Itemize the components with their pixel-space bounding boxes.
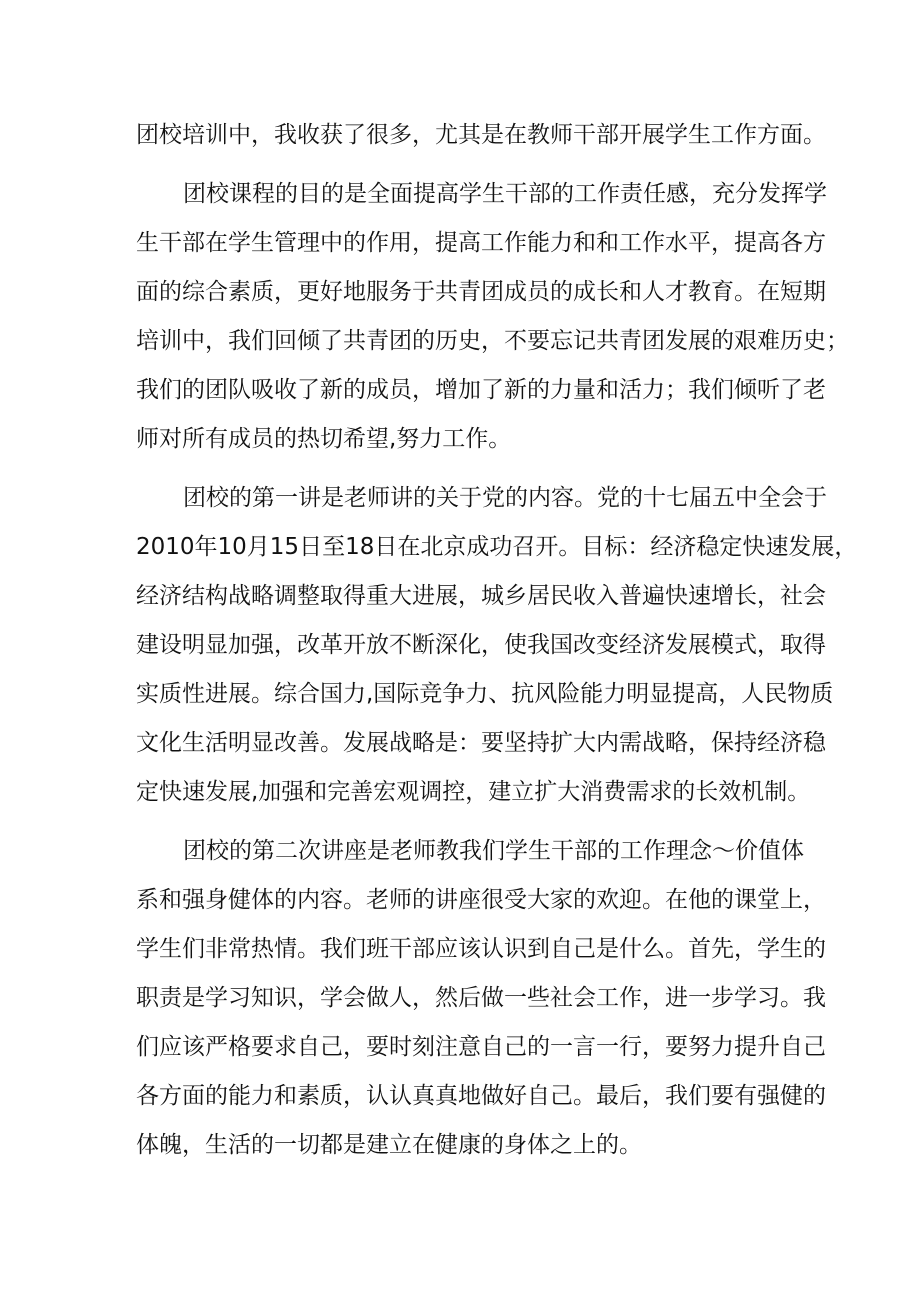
text-line: 系和强身健体的内容。老师的讲座很受大家的欢迎。在他的课堂上， [136, 887, 826, 913]
text-line: 我们的团队吸收了新的成员，增加了新的力量和活力；我们倾听了老 [136, 377, 826, 403]
text-line: 生干部在学生管理中的作用，提高工作能力和和工作水平，提高各方 [136, 230, 826, 256]
text-line: 经济结构战略调整取得重大进展，城乡居民收入普遍快速增长，社会 [136, 583, 826, 609]
text-line: 们应该严格要求自己，要时刻注意自己的一言一行，要努力提升自己 [136, 1034, 826, 1060]
text-line: 团校培训中，我收获了很多，尤其是在教师干部开展学生工作方面。 [136, 122, 826, 148]
paragraph-first-line: 团校的第一讲是老师讲的关于党的内容。党的十七届五中全会于 [183, 485, 827, 511]
text-line: 培训中，我们回倾了共青团的历史，不要忘记共青团发展的艰难历史； [136, 328, 849, 354]
text-line: 体魄，生活的一切都是建立在健康的身体之上的。 [136, 1132, 642, 1158]
text-line: 师对所有成员的热切希望,努力工作。 [136, 426, 512, 452]
paragraph-first-line: 团校的第二次讲座是老师教我们学生干部的工作理念〜价值体 [183, 838, 804, 864]
text-line: 面的综合素质，更好地服务于共青团成员的成长和人才教育。在短期 [136, 279, 826, 305]
text-line: 定快速发展,加强和完善宏观调控，建立扩大消费需求的长效机制。 [136, 779, 811, 805]
text-line: 2010年10月15日至18日在北京成功召开。目标：经济稳定快速发展， [136, 534, 858, 560]
text-line: 职责是学习知识，学会做人，然后做一些社会工作，进一步学习。我 [136, 985, 826, 1011]
text-line: 建设明显加强，改革开放不断深化，使我国改变经济发展模式，取得 [136, 632, 826, 658]
text-line: 实质性进展。综合国力,国际竞争力、抗风险能力明显提高，人民物质 [136, 681, 834, 707]
text-line: 各方面的能力和素质，认认真真地做好自己。最后，我们要有强健的 [136, 1083, 826, 1109]
paragraph-first-line: 团校课程的目的是全面提高学生干部的工作责任感，充分发挥学 [183, 181, 827, 207]
text-line: 学生们非常热情。我们班干部应该认识到自己是什么。首先，学生的 [136, 936, 826, 962]
text-line: 文化生活明显改善。发展战略是：要坚持扩大内需战略，保持经济稳 [136, 730, 826, 756]
